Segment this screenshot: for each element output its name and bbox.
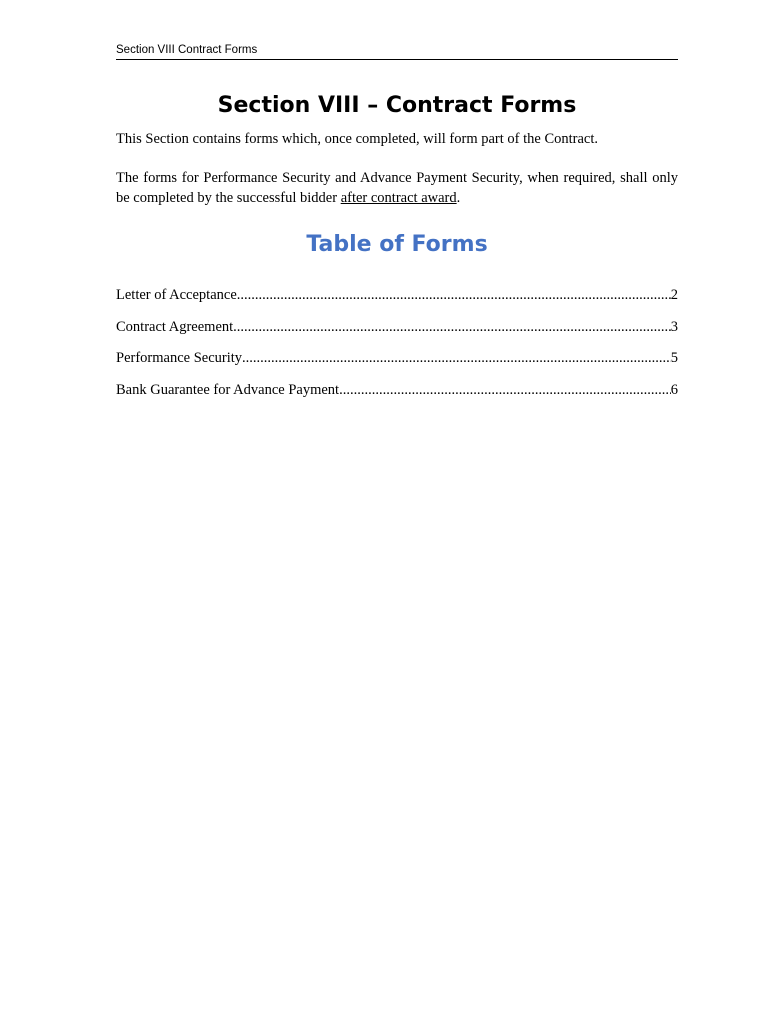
toc-entry-title: Performance Security xyxy=(116,350,243,366)
toc-dot-leader xyxy=(339,381,671,400)
toc-entry-performance-security[interactable] xyxy=(116,349,678,368)
toc-entry-contract-agreement[interactable] xyxy=(116,318,678,337)
toc-page-number: 3 xyxy=(670,318,678,335)
table-of-forms-heading: Table of Forms xyxy=(306,232,488,257)
running-header-title: Section VIII Contract Forms xyxy=(116,44,258,56)
toc-entry-letter-of-acceptance[interactable] xyxy=(116,286,678,305)
toc-page-number: 6 xyxy=(670,381,678,398)
toc-entry-title: Bank Guarantee for Advance Payment xyxy=(116,381,340,398)
security-note-text: The forms for Performance Security and Advance Payment Security, when required, shall only be completed by the successful bidder xyxy=(116,170,678,206)
after-contract-award-emphasis: after contract award xyxy=(340,189,457,206)
toc-page-number: 5 xyxy=(670,350,678,366)
toc-entry-title: Letter of Acceptance xyxy=(116,287,237,303)
toc-page-number: 2 xyxy=(670,287,678,303)
toc-dot-leader xyxy=(242,349,671,368)
toc-entry-title: Contract Agreement xyxy=(116,318,234,335)
intro-paragraph: This Section contains forms which, once completed, will form part of the Contract. xyxy=(116,131,599,147)
running-header xyxy=(116,43,678,60)
security-note-period: . xyxy=(456,189,461,206)
security-note-paragraph xyxy=(116,169,678,208)
toc-dot-leader xyxy=(233,318,671,337)
toc-entry-bank-guarantee[interactable] xyxy=(116,381,678,400)
table-of-forms-list xyxy=(116,286,678,412)
toc-dot-leader xyxy=(237,286,671,305)
section-title: Section VIII – Contract Forms xyxy=(217,93,577,118)
